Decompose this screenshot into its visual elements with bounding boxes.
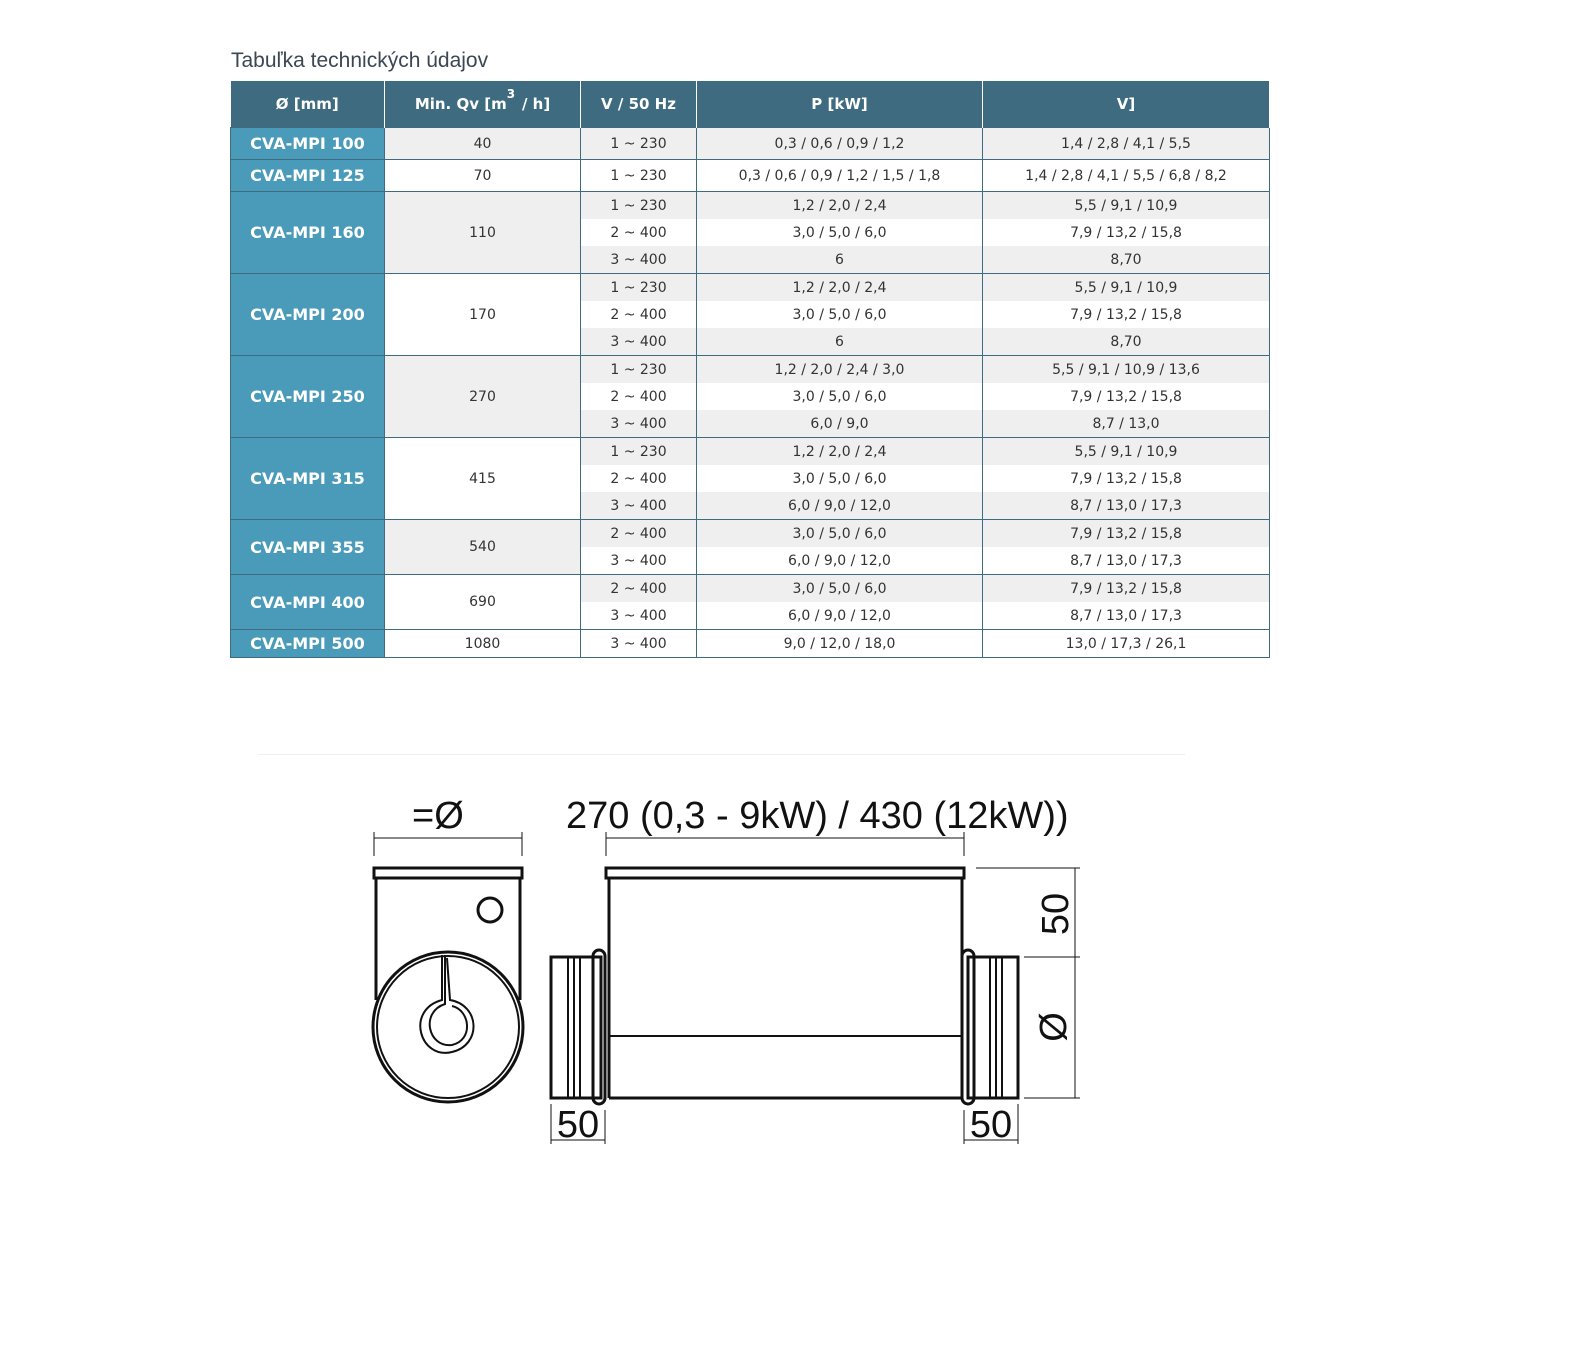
voltage-cell: 2 ~ 400 xyxy=(581,301,697,328)
voltage-cell: 3 ~ 400 xyxy=(581,246,697,274)
current-cell: 8,7 / 13,0 / 17,3 xyxy=(983,492,1270,520)
current-cell: 7,9 / 13,2 / 15,8 xyxy=(983,301,1270,328)
voltage-cell: 1 ~ 230 xyxy=(581,356,697,384)
current-cell: 5,5 / 9,1 / 10,9 xyxy=(983,192,1270,220)
current-cell: 5,5 / 9,1 / 10,9 xyxy=(983,274,1270,302)
side-view-flange xyxy=(374,868,522,878)
model-cell: CVA-MPI 125 xyxy=(231,160,385,192)
current-cell: 8,7 / 13,0 xyxy=(983,410,1270,438)
header-diameter: Ø [mm] xyxy=(231,81,385,128)
current-cell: 7,9 / 13,2 / 15,8 xyxy=(983,219,1270,246)
side-view-cable-loop xyxy=(420,955,473,1053)
power-cell: 1,2 / 2,0 / 2,4 / 3,0 xyxy=(697,356,983,384)
min-qv-cell: 70 xyxy=(385,160,581,192)
power-cell: 0,3 / 0,6 / 0,9 / 1,2 xyxy=(697,128,983,160)
min-qv-cell: 540 xyxy=(385,520,581,575)
header-voltage: V / 50 Hz xyxy=(581,81,697,128)
header-current: V] xyxy=(983,81,1270,128)
voltage-cell: 3 ~ 400 xyxy=(581,492,697,520)
min-qv-cell: 270 xyxy=(385,356,581,438)
power-cell: 3,0 / 5,0 / 6,0 xyxy=(697,465,983,492)
current-cell: 7,9 / 13,2 / 15,8 xyxy=(983,465,1270,492)
model-cell: CVA-MPI 315 xyxy=(231,438,385,520)
current-cell: 1,4 / 2,8 / 4,1 / 5,5 xyxy=(983,128,1270,160)
header-min-qv-tail: / h] xyxy=(516,95,551,113)
voltage-cell: 1 ~ 230 xyxy=(581,438,697,466)
power-cell: 3,0 / 5,0 / 6,0 xyxy=(697,520,983,548)
dim-right-collar-label: 50 xyxy=(969,1104,1013,1146)
current-cell: 8,7 / 13,0 / 17,3 xyxy=(983,602,1270,630)
voltage-cell: 1 ~ 230 xyxy=(581,128,697,160)
voltage-cell: 3 ~ 400 xyxy=(581,602,697,630)
voltage-cell: 3 ~ 400 xyxy=(581,328,697,356)
current-cell: 5,5 / 9,1 / 10,9 xyxy=(983,438,1270,466)
dim-right-diameter-label: Ø xyxy=(1033,1012,1075,1042)
power-cell: 3,0 / 5,0 / 6,0 xyxy=(697,575,983,603)
dim-right-top-label: 50 xyxy=(1035,892,1077,936)
model-cell: CVA-MPI 355 xyxy=(231,520,385,575)
model-cell: CVA-MPI 100 xyxy=(231,128,385,160)
current-cell: 1,4 / 2,8 / 4,1 / 5,5 / 6,8 / 8,2 xyxy=(983,160,1270,192)
power-cell: 1,2 / 2,0 / 2,4 xyxy=(697,438,983,466)
header-power: P [kW] xyxy=(697,81,983,128)
power-cell: 3,0 / 5,0 / 6,0 xyxy=(697,383,983,410)
left-collar-ring xyxy=(593,950,605,1104)
current-cell: 7,9 / 13,2 / 15,8 xyxy=(983,575,1270,603)
current-cell: 7,9 / 13,2 / 15,8 xyxy=(983,520,1270,548)
page-title: Tabuľka technických údajov xyxy=(231,49,489,72)
voltage-cell: 2 ~ 400 xyxy=(581,520,697,548)
power-cell: 3,0 / 5,0 / 6,0 xyxy=(697,301,983,328)
voltage-cell: 3 ~ 400 xyxy=(581,630,697,658)
current-cell: 8,70 xyxy=(983,246,1270,274)
current-cell: 7,9 / 13,2 / 15,8 xyxy=(983,383,1270,410)
voltage-cell: 2 ~ 400 xyxy=(581,383,697,410)
voltage-cell: 1 ~ 230 xyxy=(581,160,697,192)
dim-diameter-label: =Ø xyxy=(412,795,464,837)
voltage-cell: 3 ~ 400 xyxy=(581,547,697,575)
front-view-terminal-box xyxy=(606,868,964,878)
voltage-cell: 2 ~ 400 xyxy=(581,465,697,492)
voltage-cell: 2 ~ 400 xyxy=(581,575,697,603)
dim-left-collar-label: 50 xyxy=(556,1104,600,1146)
power-cell: 6,0 / 9,0 / 12,0 xyxy=(697,492,983,520)
min-qv-cell: 170 xyxy=(385,274,581,356)
power-cell: 6,0 / 9,0 / 12,0 xyxy=(697,602,983,630)
min-qv-cell: 110 xyxy=(385,192,581,274)
power-cell: 6 xyxy=(697,328,983,356)
model-cell: CVA-MPI 250 xyxy=(231,356,385,438)
header-min-qv-label: Min. Qv [m xyxy=(414,95,507,113)
power-cell: 6,0 / 9,0 / 12,0 xyxy=(697,547,983,575)
side-view-bolt-hole xyxy=(478,898,502,922)
voltage-cell: 2 ~ 400 xyxy=(581,219,697,246)
current-cell: 13,0 / 17,3 / 26,1 xyxy=(983,630,1270,658)
model-cell: CVA-MPI 200 xyxy=(231,274,385,356)
min-qv-cell: 690 xyxy=(385,575,581,630)
dim-length-label: 270 (0,3 - 9kW) / 430 (12kW)) xyxy=(566,795,1069,837)
model-cell: CVA-MPI 500 xyxy=(231,630,385,658)
min-qv-cell: 415 xyxy=(385,438,581,520)
power-cell: 1,2 / 2,0 / 2,4 xyxy=(697,274,983,302)
voltage-cell: 1 ~ 230 xyxy=(581,192,697,220)
header-min-qv-exponent: 3 xyxy=(506,87,516,101)
voltage-cell: 1 ~ 230 xyxy=(581,274,697,302)
power-cell: 6 xyxy=(697,246,983,274)
power-cell: 3,0 / 5,0 / 6,0 xyxy=(697,219,983,246)
model-cell: CVA-MPI 160 xyxy=(231,192,385,274)
power-cell: 0,3 / 0,6 / 0,9 / 1,2 / 1,5 / 1,8 xyxy=(697,160,983,192)
min-qv-cell: 40 xyxy=(385,128,581,160)
power-cell: 6,0 / 9,0 xyxy=(697,410,983,438)
current-cell: 8,7 / 13,0 / 17,3 xyxy=(983,547,1270,575)
current-cell: 8,70 xyxy=(983,328,1270,356)
power-cell: 1,2 / 2,0 / 2,4 xyxy=(697,192,983,220)
model-cell: CVA-MPI 400 xyxy=(231,575,385,630)
min-qv-cell: 1080 xyxy=(385,630,581,658)
power-cell: 9,0 / 12,0 / 18,0 xyxy=(697,630,983,658)
current-cell: 5,5 / 9,1 / 10,9 / 13,6 xyxy=(983,356,1270,384)
voltage-cell: 3 ~ 400 xyxy=(581,410,697,438)
